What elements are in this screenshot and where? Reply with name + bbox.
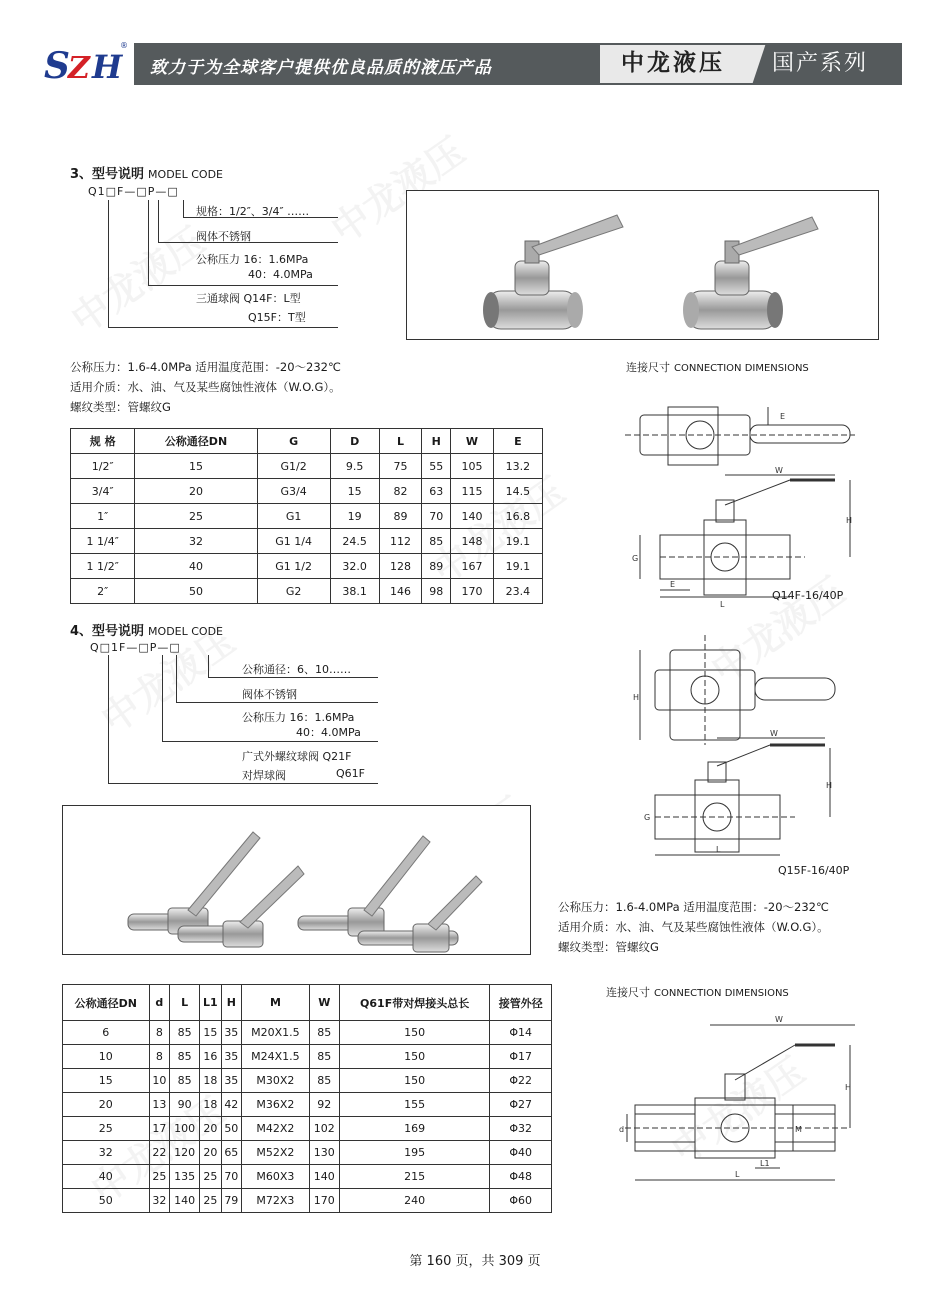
table-header-cell: H xyxy=(221,985,242,1021)
table-cell: 32 xyxy=(135,529,257,554)
svg-text:H: H xyxy=(92,48,123,86)
series-label: 国产系列 xyxy=(772,51,869,76)
table-cell: 128 xyxy=(379,554,421,579)
table-cell: 24.5 xyxy=(330,529,379,554)
table-cell: 15 xyxy=(330,479,379,504)
table-header-cell: Q61F带对焊接头总长 xyxy=(339,985,490,1021)
section3-table xyxy=(70,428,543,604)
table-cell: G1/2 xyxy=(257,454,330,479)
table-cell: 82 xyxy=(379,479,421,504)
table-cell: 25 xyxy=(149,1165,170,1189)
table-cell: 140 xyxy=(170,1189,200,1213)
table-cell: 155 xyxy=(339,1093,490,1117)
table-cell: 38.1 xyxy=(330,579,379,604)
dim-h-top: H xyxy=(633,693,640,702)
section3-pressure-label: 公称压力 16：1.6MPa xyxy=(196,253,309,266)
conn-label-en-2: CONNECTION DIMENSIONS xyxy=(654,988,789,999)
table-cell: 18 xyxy=(200,1093,221,1117)
section3-material-label: 阀体不锈钢 xyxy=(196,230,251,243)
valve-t-type xyxy=(683,217,818,329)
section4-table xyxy=(62,984,552,1213)
dim-w-3: W xyxy=(775,1015,783,1024)
conn-label-en: CONNECTION DIMENSIONS xyxy=(674,363,809,374)
table-header-cell: W xyxy=(309,985,339,1021)
table-cell: 15 xyxy=(200,1021,221,1045)
dim-h-2: H xyxy=(826,781,833,790)
dim-d: d xyxy=(619,1125,625,1134)
table-cell: 20 xyxy=(63,1093,150,1117)
table-cell: Φ14 xyxy=(490,1021,552,1045)
dim-g-2: G xyxy=(644,813,651,822)
table-row xyxy=(71,529,543,554)
table-cell: G1 1/4 xyxy=(257,529,330,554)
table-header-cell: d xyxy=(149,985,170,1021)
table-row xyxy=(71,479,543,504)
table-cell: Φ60 xyxy=(490,1189,552,1213)
table-cell: 32 xyxy=(63,1141,150,1165)
section3-specs xyxy=(70,357,341,417)
watermark xyxy=(58,211,214,343)
table-cell: M52X2 xyxy=(242,1141,310,1165)
valve-q21f xyxy=(128,832,304,947)
table-header-cell: 公称通径DN xyxy=(63,985,150,1021)
table-cell: 9.5 xyxy=(330,454,379,479)
table-cell: 16 xyxy=(200,1045,221,1069)
table-cell: 19 xyxy=(330,504,379,529)
svg-text:Z: Z xyxy=(68,51,90,86)
dim-l-3: L xyxy=(735,1170,740,1179)
table-cell: 89 xyxy=(379,504,421,529)
section3-title xyxy=(70,163,223,182)
table-header-cell: G xyxy=(257,429,330,454)
table-cell: 70 xyxy=(422,504,451,529)
table-cell: 169 xyxy=(339,1117,490,1141)
table-header-cell: L xyxy=(379,429,421,454)
table-cell: 70 xyxy=(221,1165,242,1189)
section3-title-en: MODEL CODE xyxy=(148,168,224,181)
table-row xyxy=(63,1189,552,1213)
table-cell: 10 xyxy=(63,1045,150,1069)
section3-size-label: 规格：1/2″、3/4″ …… xyxy=(196,205,310,218)
table-cell: 10 xyxy=(149,1069,170,1093)
table-cell: 35 xyxy=(221,1021,242,1045)
dim-e: E xyxy=(780,412,786,421)
section4-title-cn: 4、型号说明 xyxy=(70,624,145,639)
dim-m: M xyxy=(795,1125,802,1134)
table-cell: Φ22 xyxy=(490,1069,552,1093)
connection-dims-title-1 xyxy=(626,359,809,375)
table-cell: 25 xyxy=(200,1165,221,1189)
table-header-cell: E xyxy=(493,429,542,454)
table-cell: 6 xyxy=(63,1021,150,1045)
dim-l1: L1 xyxy=(760,1159,770,1168)
table-row xyxy=(71,579,543,604)
valve-photo-image xyxy=(407,191,878,339)
table-cell: 98 xyxy=(422,579,451,604)
table-header-cell: L1 xyxy=(200,985,221,1021)
table-cell: 40 xyxy=(63,1165,150,1189)
spec-pressure-temp-2: 公称压力：1.6-4.0MPa 适用温度范围：-20～232℃ xyxy=(558,900,829,914)
table-cell: 85 xyxy=(170,1045,200,1069)
table-cell: 8 xyxy=(149,1021,170,1045)
section4-pressure-label-2: 40：4.0MPa xyxy=(296,726,361,739)
table-row xyxy=(63,1165,552,1189)
section4-material-label: 阀体不锈钢 xyxy=(242,688,297,701)
slogan: 致力于为全球客户提供优良品质的液压产品 xyxy=(150,58,492,78)
q15f-drawing xyxy=(630,630,860,860)
table-row xyxy=(63,1021,552,1045)
q14f-drawing xyxy=(620,385,860,615)
table-cell: 20 xyxy=(135,479,257,504)
valve-q61f xyxy=(298,836,482,952)
three-way-valve-photo xyxy=(406,190,879,340)
table-cell: 16.8 xyxy=(493,504,542,529)
dim-e-2: E xyxy=(670,580,676,589)
table-cell: 25 xyxy=(63,1117,150,1141)
table-cell: 170 xyxy=(309,1189,339,1213)
table-cell: 130 xyxy=(309,1141,339,1165)
table-cell: 100 xyxy=(170,1117,200,1141)
table-header-cell: H xyxy=(422,429,451,454)
table-cell: 85 xyxy=(170,1069,200,1093)
spec-medium-2: 适用介质：水、油、气及某些腐蚀性液体（W.O.G）。 xyxy=(558,920,829,934)
table-row xyxy=(63,1069,552,1093)
section4-type-label-2b: Q61F xyxy=(336,767,365,780)
table-cell: M20X1.5 xyxy=(242,1021,310,1045)
table-cell: G3/4 xyxy=(257,479,330,504)
page-footer: 第 160 页，共 309 页 xyxy=(409,1254,541,1269)
table-cell: 3/4″ xyxy=(71,479,135,504)
straight-valve-photo xyxy=(62,805,531,955)
table-cell: 85 xyxy=(309,1021,339,1045)
table-cell: 65 xyxy=(221,1141,242,1165)
section4-dn-label: 公称通径：6、10…… xyxy=(242,663,351,676)
table-cell: 19.1 xyxy=(493,529,542,554)
table-row xyxy=(71,454,543,479)
table-cell: 135 xyxy=(170,1165,200,1189)
table-cell: 15 xyxy=(135,454,257,479)
section4-title xyxy=(70,620,223,639)
table-cell: M30X2 xyxy=(242,1069,310,1093)
valve-photo-image-2 xyxy=(63,806,530,954)
table-header-cell: 接管外径 xyxy=(490,985,552,1021)
table-cell: 79 xyxy=(221,1189,242,1213)
table-cell: 140 xyxy=(451,504,493,529)
table-cell: 1/2″ xyxy=(71,454,135,479)
spec-thread-2: 螺纹类型：管螺纹G xyxy=(558,940,659,954)
table-cell: 195 xyxy=(339,1141,490,1165)
table-cell: Φ40 xyxy=(490,1141,552,1165)
table-cell: 55 xyxy=(422,454,451,479)
table-cell: 150 xyxy=(339,1021,490,1045)
section3-type-label-2: Q15F：T型 xyxy=(248,311,306,324)
table-cell: 2″ xyxy=(71,579,135,604)
registered-mark: ® xyxy=(120,41,128,50)
table-cell: 105 xyxy=(451,454,493,479)
dim-l: L xyxy=(720,600,725,609)
table-cell: 50 xyxy=(221,1117,242,1141)
table-cell: 50 xyxy=(135,579,257,604)
table-row xyxy=(71,554,543,579)
table-cell: 42 xyxy=(221,1093,242,1117)
table-cell: 50 xyxy=(63,1189,150,1213)
table-cell: 150 xyxy=(339,1069,490,1093)
section4-specs xyxy=(558,897,829,957)
table-cell: 23.4 xyxy=(493,579,542,604)
table-cell: 25 xyxy=(200,1189,221,1213)
table-cell: 112 xyxy=(379,529,421,554)
table-cell: Φ48 xyxy=(490,1165,552,1189)
dim-w-2: W xyxy=(770,729,778,738)
dim-h-3: H xyxy=(845,1083,852,1092)
table-cell: G1 xyxy=(257,504,330,529)
section3-type-label: 三通球阀 Q14F：L型 xyxy=(196,292,301,305)
table-cell: 15 xyxy=(63,1069,150,1093)
section4-title-en: MODEL CODE xyxy=(148,625,224,638)
table-row xyxy=(63,1045,552,1069)
table-cell: M72X3 xyxy=(242,1189,310,1213)
table-cell: 146 xyxy=(379,579,421,604)
table-cell: 85 xyxy=(422,529,451,554)
table-cell: Φ17 xyxy=(490,1045,552,1069)
dim-l-2: L xyxy=(716,845,721,854)
q15f-caption: Q15F-16/40P xyxy=(778,864,850,877)
table-cell: 22 xyxy=(149,1141,170,1165)
table-cell: 115 xyxy=(451,479,493,504)
table-cell: 92 xyxy=(309,1093,339,1117)
spec-medium: 适用介质：水、油、气及某些腐蚀性液体（W.O.G）。 xyxy=(70,380,341,394)
table-cell: 20 xyxy=(200,1141,221,1165)
section4-type-label: 广式外螺纹球阀 Q21F xyxy=(242,750,352,763)
section4-code: Q□1F—□P—□ xyxy=(90,641,181,654)
table-cell: 25 xyxy=(135,504,257,529)
table-cell: M42X2 xyxy=(242,1117,310,1141)
conn-label-2: 连接尺寸 xyxy=(606,986,650,999)
table-cell: 32 xyxy=(149,1189,170,1213)
q21f-drawing xyxy=(605,1010,875,1190)
table-cell: 13.2 xyxy=(493,454,542,479)
table-cell: 170 xyxy=(451,579,493,604)
table-cell: 1 1/2″ xyxy=(71,554,135,579)
table-cell: 85 xyxy=(170,1021,200,1045)
table-cell: 18 xyxy=(200,1069,221,1093)
table-row xyxy=(71,504,543,529)
section4-type-label-2a: 对焊球阀 xyxy=(242,769,286,782)
table-row xyxy=(63,1141,552,1165)
table-cell: 35 xyxy=(221,1069,242,1093)
table-cell: 20 xyxy=(200,1117,221,1141)
slogan-bar xyxy=(134,43,602,85)
table-cell: 32.0 xyxy=(330,554,379,579)
table-cell: 1″ xyxy=(71,504,135,529)
table-cell: 35 xyxy=(221,1045,242,1069)
section4-pressure-label: 公称压力 16：1.6MPa xyxy=(242,711,355,724)
table-row xyxy=(63,1093,552,1117)
table-cell: G2 xyxy=(257,579,330,604)
table-row xyxy=(63,1117,552,1141)
valve-l-type xyxy=(483,215,623,329)
dim-h: H xyxy=(846,516,853,525)
table-cell: 17 xyxy=(149,1117,170,1141)
table-cell: 150 xyxy=(339,1045,490,1069)
table-cell: G1 1/2 xyxy=(257,554,330,579)
q14f-caption: Q14F-16/40P xyxy=(772,589,844,602)
table-cell: 102 xyxy=(309,1117,339,1141)
company-logo xyxy=(42,38,130,88)
table-cell: 85 xyxy=(309,1069,339,1093)
table-cell: 19.1 xyxy=(493,554,542,579)
svg-text:S: S xyxy=(44,45,70,87)
table-cell: 215 xyxy=(339,1165,490,1189)
table-header-cell: 规 格 xyxy=(71,429,135,454)
table-cell: M36X2 xyxy=(242,1093,310,1117)
dim-w: W xyxy=(775,466,783,475)
table-cell: 8 xyxy=(149,1045,170,1069)
dim-g: G xyxy=(632,554,639,563)
table-cell: 240 xyxy=(339,1189,490,1213)
table-cell: 13 xyxy=(149,1093,170,1117)
table-cell: 167 xyxy=(451,554,493,579)
table-cell: 120 xyxy=(170,1141,200,1165)
table-cell: 85 xyxy=(309,1045,339,1069)
table-cell: 148 xyxy=(451,529,493,554)
section3-pressure-label-2: 40：4.0MPa xyxy=(248,268,313,281)
conn-label: 连接尺寸 xyxy=(626,361,670,374)
table-header-cell: D xyxy=(330,429,379,454)
table-cell: Φ27 xyxy=(490,1093,552,1117)
table-header-cell: L xyxy=(170,985,200,1021)
section3-title-cn: 3、型号说明 xyxy=(70,167,145,182)
table-cell: 63 xyxy=(422,479,451,504)
spec-thread: 螺纹类型：管螺纹G xyxy=(70,400,171,414)
connection-dims-title-2 xyxy=(606,984,789,1000)
table-cell: 140 xyxy=(309,1165,339,1189)
table-header-row xyxy=(71,429,543,454)
table-header-cell: 公称通径DN xyxy=(135,429,257,454)
table-cell: 40 xyxy=(135,554,257,579)
spec-pressure-temp: 公称压力：1.6-4.0MPa 适用温度范围：-20～232℃ xyxy=(70,360,341,374)
brand-name: 中龙液压 xyxy=(621,50,725,76)
table-cell: Φ32 xyxy=(490,1117,552,1141)
table-cell: 89 xyxy=(422,554,451,579)
table-cell: 1 1/4″ xyxy=(71,529,135,554)
table-cell: 14.5 xyxy=(493,479,542,504)
table-cell: M24X1.5 xyxy=(242,1045,310,1069)
table-cell: 90 xyxy=(170,1093,200,1117)
table-cell: 75 xyxy=(379,454,421,479)
table-header-cell: M xyxy=(242,985,310,1021)
table-header-cell: W xyxy=(451,429,493,454)
table-cell: M60X3 xyxy=(242,1165,310,1189)
section3-code: Q1□F—□P—□ xyxy=(88,185,179,198)
table-header-row xyxy=(63,985,552,1021)
